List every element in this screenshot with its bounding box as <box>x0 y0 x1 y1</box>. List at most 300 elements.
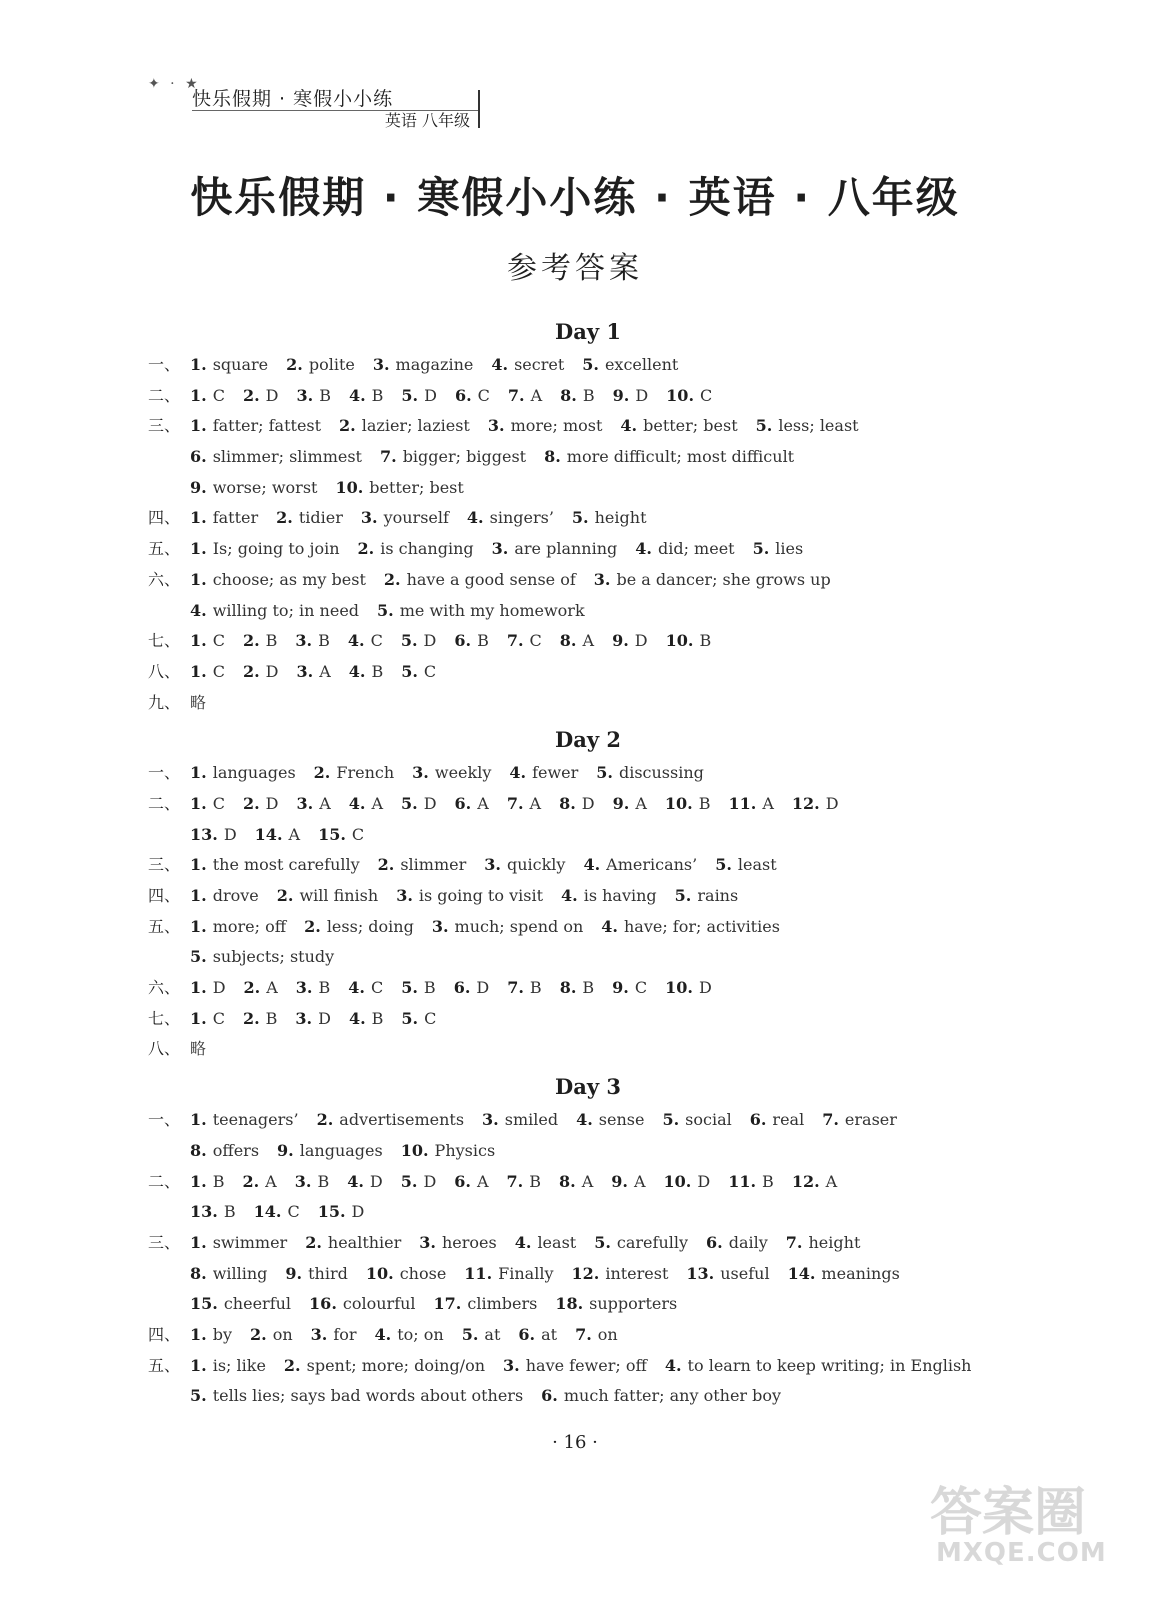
answer-text: be a dancer; she grows up <box>616 569 831 589</box>
question-number: 12. <box>791 793 820 813</box>
answer-item <box>254 1197 300 1228</box>
answer-item <box>243 657 279 688</box>
answer-item <box>432 912 583 943</box>
answer-item <box>454 1167 488 1198</box>
answer-text: B <box>371 661 384 681</box>
answer-text: fatter; fattest <box>212 416 322 436</box>
question-number: 1. <box>190 661 207 681</box>
answer-item <box>277 1136 383 1167</box>
question-number: 4. <box>348 1008 366 1028</box>
answer-items <box>190 758 722 789</box>
question-number: 2. <box>304 916 321 936</box>
question-number: 11. <box>464 1263 493 1283</box>
question-number: 10. <box>665 978 693 998</box>
answer-item <box>728 1167 774 1198</box>
question-number: 15. <box>317 1202 346 1222</box>
question-number: 3. <box>412 763 429 783</box>
answer-item <box>571 1259 668 1290</box>
question-number: 6. <box>453 978 471 998</box>
question-number: 3. <box>295 1008 313 1028</box>
watermark <box>920 1470 1130 1580</box>
answer-text: D <box>265 661 279 681</box>
answer-items <box>190 1351 989 1382</box>
answer-item <box>666 381 712 412</box>
question-number: 5. <box>752 539 770 559</box>
answer-text: C <box>287 1202 300 1222</box>
answer-item <box>190 912 286 943</box>
answer-text: A <box>288 824 301 844</box>
question-number: 4. <box>561 886 578 905</box>
question-number: 5. <box>571 508 589 528</box>
answer-item <box>295 1167 329 1198</box>
answer-item <box>377 596 585 627</box>
question-number: 5. <box>401 793 418 813</box>
answer-text: B <box>319 385 331 405</box>
answer-text: drove <box>212 886 259 905</box>
answer-item <box>401 657 436 688</box>
answer-text: eraser <box>844 1110 897 1130</box>
answer-text: height <box>808 1232 861 1252</box>
answer-item <box>276 503 343 534</box>
answer-text: interest <box>605 1263 669 1283</box>
answer-text: is; like <box>212 1355 266 1375</box>
answer-item <box>541 1381 781 1412</box>
answer-item <box>284 1351 485 1382</box>
grade-label: 英语 八年级 <box>384 111 470 130</box>
answer-item <box>190 381 225 412</box>
answer-item <box>594 565 831 596</box>
question-number: 4. <box>348 978 365 998</box>
answer-text: rains <box>697 886 739 905</box>
question-number: 10. <box>664 793 693 813</box>
section-number: 二、 <box>148 1171 181 1191</box>
answer-items <box>190 881 756 912</box>
header-divider <box>478 90 480 128</box>
answer-text: 略 <box>190 692 207 712</box>
answer-item <box>190 534 340 565</box>
answer-text: at <box>541 1324 558 1344</box>
question-number: 1. <box>190 1232 207 1252</box>
question-number: 5. <box>401 661 418 681</box>
answer-item <box>559 789 595 820</box>
question-number: 4. <box>348 661 366 681</box>
answer-text: B <box>477 631 489 651</box>
answer-item <box>349 381 383 412</box>
question-number: 1. <box>190 763 207 783</box>
question-number: 4. <box>466 508 484 528</box>
section-number: 八、 <box>148 1039 181 1059</box>
answer-text: C <box>212 385 225 405</box>
question-number: 2. <box>243 978 261 998</box>
question-number: 1. <box>190 793 207 813</box>
answer-item <box>620 411 737 442</box>
answer-row <box>148 973 1028 1004</box>
question-number: 1. <box>190 1355 207 1375</box>
question-number: 2. <box>276 886 294 905</box>
answer-text: B <box>317 1171 330 1191</box>
answer-text: A <box>762 793 774 813</box>
answer-item <box>243 626 277 657</box>
answer-item <box>378 850 467 881</box>
answer-text: A <box>530 385 543 405</box>
question-number: 7. <box>506 1171 524 1191</box>
answer-item <box>190 350 268 381</box>
question-number: 1. <box>190 539 207 559</box>
answer-text: C <box>424 1008 437 1028</box>
question-number: 5. <box>401 978 418 998</box>
answer-text: will finish <box>299 886 379 905</box>
question-number: 9. <box>611 1171 628 1191</box>
question-number: 13. <box>190 1202 218 1222</box>
section-number: 一、 <box>148 355 181 374</box>
question-number: 10. <box>365 1263 394 1283</box>
answer-item <box>507 789 541 820</box>
answer-text: magazine <box>395 355 474 374</box>
answer-text: discussing <box>618 763 704 783</box>
answer-item <box>317 1105 464 1136</box>
answer-text: A <box>529 793 542 813</box>
question-number: 2. <box>242 631 260 651</box>
question-number: 3. <box>419 1232 436 1252</box>
question-number: 10. <box>400 1140 429 1160</box>
answer-item <box>822 1105 897 1136</box>
answer-items <box>190 596 603 627</box>
answer-text: me with my homework <box>399 600 585 620</box>
day-title: Day 1 <box>555 319 621 344</box>
section-number: 二、 <box>148 385 181 405</box>
answer-text: choose; as my best <box>212 569 366 589</box>
question-number: 2. <box>305 1232 322 1252</box>
question-number: 3. <box>484 855 501 875</box>
answer-items <box>190 820 382 851</box>
question-number: 5. <box>594 1232 611 1252</box>
answer-items <box>190 1228 878 1259</box>
answer-text: better; best <box>643 416 738 436</box>
answer-text: D <box>476 978 490 998</box>
answer-text: advertisements <box>339 1110 465 1130</box>
page-title: 快乐假期 · 寒假小小练 · 英语 · 八年级 <box>190 173 960 222</box>
answer-text: heroes <box>442 1232 497 1252</box>
answer-item <box>401 789 437 820</box>
answer-item <box>296 973 330 1004</box>
section-number: 五、 <box>148 539 181 559</box>
answer-item <box>750 1105 804 1136</box>
answer-text: third <box>308 1263 348 1283</box>
answer-text: D <box>265 385 279 405</box>
answer-text: willing to; in need <box>212 600 360 620</box>
answer-row <box>148 1136 1028 1167</box>
answer-item <box>190 1259 267 1290</box>
answer-item <box>665 973 712 1004</box>
question-number: 5. <box>377 600 394 620</box>
answer-row <box>148 1228 1028 1259</box>
answer-item <box>242 1167 276 1198</box>
answer-item <box>612 973 647 1004</box>
answer-item <box>318 1197 365 1228</box>
series-title: 快乐假期 · 寒假小小练 <box>192 88 394 110</box>
question-number: 1. <box>190 355 207 374</box>
question-number: 14. <box>254 824 283 844</box>
question-number: 1. <box>190 1110 207 1130</box>
question-number: 5. <box>400 1171 418 1191</box>
question-number: 6. <box>454 1171 471 1191</box>
answer-item <box>190 1136 259 1167</box>
answer-text: is going to visit <box>418 886 543 905</box>
question-number: 14. <box>253 1202 282 1222</box>
question-number: 2. <box>242 793 260 813</box>
question-number: 1. <box>190 385 207 405</box>
question-number: 2. <box>242 385 260 405</box>
answer-row <box>148 381 1028 412</box>
question-number: 13. <box>686 1263 715 1283</box>
answer-items <box>190 942 352 973</box>
answer-text: smiled <box>504 1110 559 1130</box>
answer-item <box>190 758 296 789</box>
answer-text: on <box>597 1324 618 1344</box>
answer-text: C <box>529 631 542 651</box>
answer-item <box>662 1105 731 1136</box>
answer-item <box>190 626 225 657</box>
answer-item <box>401 973 435 1004</box>
answer-text: is changing <box>380 539 474 559</box>
answer-item <box>559 1167 593 1198</box>
question-number: 6. <box>706 1232 723 1252</box>
answer-item <box>314 758 395 789</box>
question-number: 1. <box>190 886 207 905</box>
answer-item <box>349 789 383 820</box>
answer-item <box>296 657 330 688</box>
question-number: 5. <box>401 1008 419 1028</box>
answer-item <box>190 973 226 1004</box>
answer-item <box>380 442 526 473</box>
answer-text: D <box>423 793 437 813</box>
section-number: 七、 <box>148 1008 181 1028</box>
answer-text: least <box>737 855 777 875</box>
answer-item <box>396 881 543 912</box>
page-number: · 16 · <box>552 1432 598 1453</box>
question-number: 3. <box>310 1324 328 1344</box>
answer-item <box>277 881 378 912</box>
answer-text: A <box>319 661 331 681</box>
section-number: 六、 <box>148 569 181 589</box>
answer-row <box>148 626 1028 657</box>
answer-text: C <box>700 385 713 405</box>
answer-text: languages <box>299 1140 383 1160</box>
answer-item <box>304 912 414 943</box>
answer-items <box>190 657 454 688</box>
answer-row <box>148 1167 1028 1198</box>
answer-text: spent; more; doing/on <box>306 1355 486 1375</box>
answer-text: social <box>685 1110 732 1130</box>
answer-row <box>148 350 1028 381</box>
answer-item <box>190 473 317 504</box>
question-number: 7. <box>822 1110 839 1130</box>
answer-row <box>148 789 1028 820</box>
answer-item <box>792 789 839 820</box>
question-number: 2. <box>283 1355 301 1375</box>
question-number: 3. <box>296 661 314 681</box>
question-number: 1. <box>190 855 207 875</box>
question-number: 5. <box>596 763 613 783</box>
answer-items <box>190 688 224 719</box>
answer-text: swimmer <box>212 1232 288 1252</box>
answer-text: C <box>634 978 648 998</box>
day-title: Day 2 <box>555 727 621 753</box>
answer-item <box>305 1228 401 1259</box>
answer-text: excellent <box>604 355 679 374</box>
answer-text: D <box>825 793 839 813</box>
question-number: 1. <box>190 1324 207 1344</box>
question-number: 8. <box>190 1140 207 1160</box>
answer-text: lazier; laziest <box>361 416 470 436</box>
answer-items <box>190 850 795 881</box>
answer-text: fatter <box>212 508 259 528</box>
answer-text: D <box>351 1202 365 1222</box>
answer-item <box>190 411 321 442</box>
answer-text: fewer <box>532 763 579 783</box>
day-title: Day 3 <box>555 1074 621 1100</box>
answer-item <box>296 789 330 820</box>
answer-row <box>148 411 1028 442</box>
answer-item <box>507 626 542 657</box>
question-number: 10. <box>335 477 364 497</box>
question-number: 4. <box>583 855 601 875</box>
answer-text: carefully <box>616 1232 689 1252</box>
question-number: 3. <box>503 1355 520 1375</box>
answer-items <box>190 381 730 412</box>
answer-item <box>555 1289 677 1320</box>
answer-item <box>601 912 780 943</box>
answer-item <box>594 1228 688 1259</box>
answer-item <box>190 942 334 973</box>
answer-text: have fewer; off <box>525 1355 647 1375</box>
answer-item <box>190 442 362 473</box>
answer-item <box>375 1320 444 1351</box>
section-number: 四、 <box>148 508 181 528</box>
answer-text: less; least <box>778 416 859 436</box>
answer-items <box>190 411 877 442</box>
answer-items <box>190 534 821 565</box>
answer-text: B <box>223 1202 236 1222</box>
answer-item <box>190 503 258 534</box>
answer-item <box>401 626 437 657</box>
answer-text: B <box>212 1171 225 1191</box>
question-number: 4. <box>347 631 365 651</box>
answer-text: A <box>581 1171 594 1191</box>
question-number: 8. <box>190 1263 207 1283</box>
section-number: 三、 <box>148 416 181 436</box>
answer-item <box>576 1105 644 1136</box>
answer-text: square <box>212 355 269 374</box>
question-number: 3. <box>593 569 611 589</box>
answer-item <box>583 850 697 881</box>
question-number: 2. <box>276 508 293 528</box>
question-number: 6. <box>454 631 472 651</box>
answer-item <box>296 381 330 412</box>
answer-text: supporters <box>589 1294 678 1314</box>
answer-items <box>190 1197 382 1228</box>
answer-text: chose <box>399 1263 447 1283</box>
answer-item <box>491 350 564 381</box>
answer-item <box>384 565 576 596</box>
answer-item <box>348 626 383 657</box>
answer-row <box>148 881 1028 912</box>
question-number: 4. <box>664 1355 682 1375</box>
answer-text: languages <box>212 763 296 783</box>
answer-item <box>786 1228 861 1259</box>
answer-text: A <box>825 1171 838 1191</box>
question-number: 15. <box>190 1294 218 1314</box>
answer-text: C <box>212 793 225 813</box>
section-number: 四、 <box>148 1324 181 1344</box>
question-number: 4. <box>509 763 527 783</box>
answer-item <box>455 789 489 820</box>
answer-item <box>488 411 603 442</box>
watermark-url: MXQE.COM <box>936 1538 1107 1568</box>
answer-row <box>148 912 1028 943</box>
question-number: 4. <box>620 416 638 436</box>
section-number: 二、 <box>148 793 181 813</box>
answer-text: by <box>212 1324 232 1344</box>
answer-item <box>419 1228 496 1259</box>
answer-item <box>464 1259 553 1290</box>
question-number: 2. <box>316 1110 334 1130</box>
answer-row <box>148 442 1028 473</box>
answer-text: B <box>762 1171 774 1191</box>
answer-text: have a good sense of <box>406 569 576 589</box>
question-number: 4. <box>491 355 509 374</box>
question-number: 2. <box>377 855 395 875</box>
answer-items <box>190 626 729 657</box>
answer-text: real <box>772 1110 805 1130</box>
answer-text: healthier <box>327 1232 402 1252</box>
answer-text: B <box>529 1171 541 1191</box>
answer-text: A <box>477 793 489 813</box>
answer-row <box>148 565 1028 596</box>
question-number: 5. <box>755 416 773 436</box>
answer-items <box>190 1289 695 1320</box>
watermark-logo: 答案圈 <box>930 1483 1087 1543</box>
answer-row <box>148 534 1028 565</box>
question-number: 3. <box>431 916 449 936</box>
question-number: 12. <box>571 1263 600 1283</box>
question-number: 1. <box>190 916 207 936</box>
answer-row <box>148 1197 1028 1228</box>
answer-text: A <box>635 793 647 813</box>
question-number: 3. <box>296 793 314 813</box>
answer-item <box>295 626 329 657</box>
answer-item <box>190 881 259 912</box>
answer-row <box>148 820 1028 851</box>
answer-row <box>148 473 1028 504</box>
answer-text: daily <box>728 1232 768 1252</box>
answer-item <box>518 1320 557 1351</box>
question-number: 3. <box>360 508 378 528</box>
answer-text: yourself <box>383 508 449 528</box>
answer-text: the most carefully <box>212 855 360 875</box>
question-number: 5. <box>674 886 692 905</box>
question-number: 5. <box>662 1110 680 1130</box>
answer-item <box>454 626 488 657</box>
answer-item <box>401 381 437 412</box>
question-number: 11. <box>728 793 757 813</box>
answer-item <box>309 1289 415 1320</box>
question-number: 3. <box>296 385 314 405</box>
answer-items <box>190 503 665 534</box>
answer-text: B <box>371 385 384 405</box>
question-number: 4. <box>190 600 207 620</box>
answer-text: B <box>371 1008 384 1028</box>
